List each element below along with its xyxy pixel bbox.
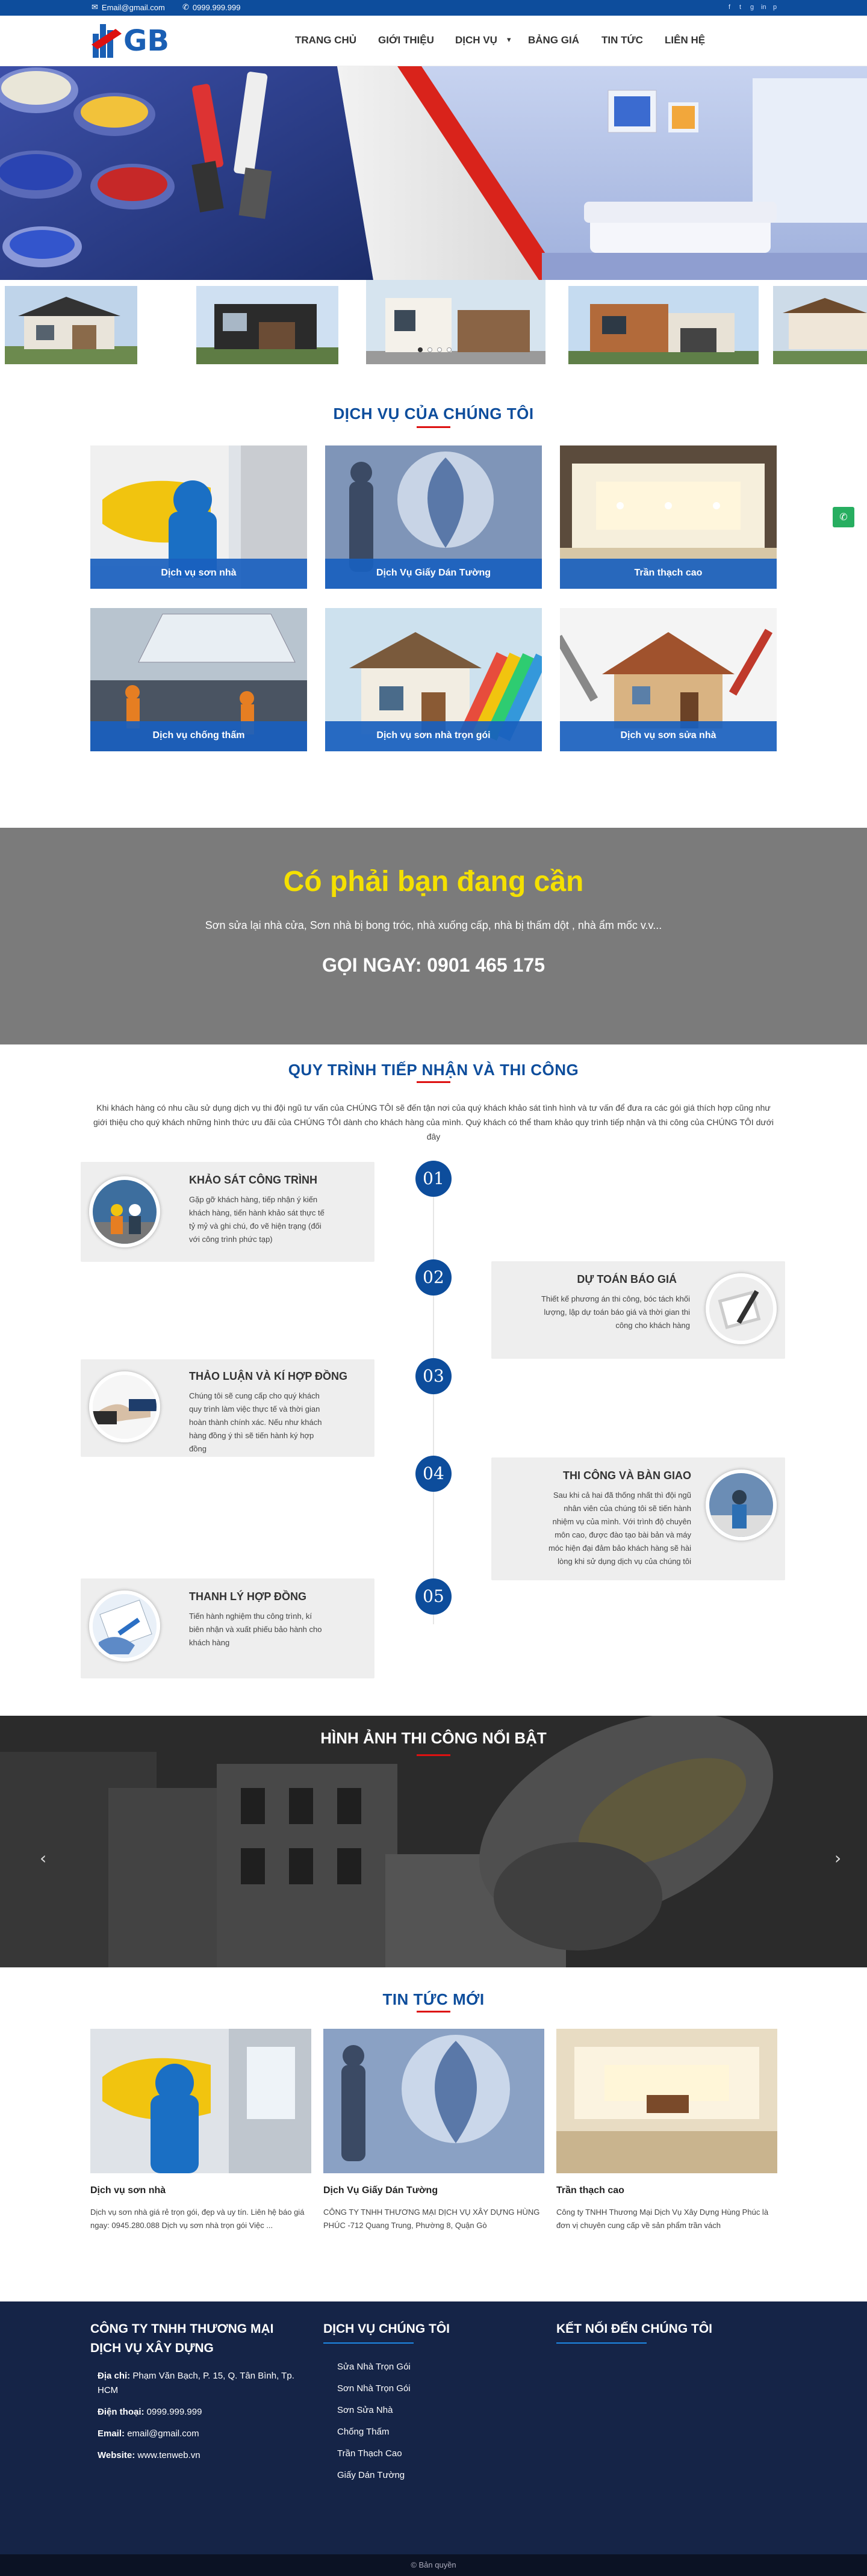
process-intro: Khi khách hàng có nhu cầu sử dụng dịch vụ thi đội ngũ tư vấn của CHÚNG TÔI sẽ đến tận nơi của quý khách khảo sát tình hình và tư vấn để đưa ra các gói giá thích hợp cũng như giới thiệu cho quý khách những hình thức ưu đãi của CHÚNG TÔI dành cho khách hàng của mình. Quý khách có thể tham khảo quy trình tiếp nhận và thi công của CHÚNG TÔI dưới đây (93, 1103, 774, 1141)
slider-dot[interactable] (427, 347, 432, 352)
step-title: THANH LÝ HỢP ĐỒNG (189, 1591, 307, 1603)
google-icon[interactable]: g (750, 4, 754, 11)
step-number: 04 (415, 1456, 452, 1492)
nav-contact[interactable]: LIÊN HỆ (665, 34, 706, 46)
process-step (81, 1162, 374, 1262)
nav-services[interactable]: DỊCH VỤ (455, 34, 497, 46)
house-thumbnails-image (0, 280, 867, 370)
news-item-desc: Dịch vụ sơn nhà giá rẻ trọn gói, đẹp và uy tín. Liên hệ báo giá ngay: 0945.280.088 Dịch vụ sơn nhà trọn gói Việc ... (90, 2208, 305, 2230)
footer-address: Địa chỉ: Phạm Văn Bạch, P. 15, Q. Tân Bình, Tp. HCM (98, 2371, 294, 2395)
cta-section (0, 828, 867, 1044)
nav-home[interactable]: TRANG CHỦ (295, 34, 356, 46)
chevron-left-icon[interactable]: ‹ (40, 1848, 47, 1868)
step-title: DỰ TOÁN BÁO GIÁ (577, 1273, 677, 1285)
service-card[interactable] (560, 608, 777, 751)
slider-dot[interactable] (418, 347, 423, 352)
step-title: THI CÔNG VÀ BÀN GIAO (562, 1470, 691, 1482)
step-number: 01 (415, 1161, 452, 1197)
gallery-section (0, 1716, 867, 1967)
topbar-email[interactable]: ✉ Email@gmail.com (92, 3, 165, 12)
process-step (81, 1359, 374, 1457)
step-desc: Gặp gỡ khách hàng, tiếp nhận ý kiến khách hàng, tiến hành khảo sát thực tế tỷ mỷ và ghi chú, đo vẽ hiện trạng (đối với công trình phức tạp) (189, 1195, 325, 1244)
process-step (81, 1578, 374, 1678)
step-image (89, 1371, 160, 1442)
service-caption: Dịch vụ sơn nhà (90, 559, 307, 589)
step-image (706, 1273, 777, 1344)
step-desc: Tiến hành nghiệm thu công trình, kí biên nhận và xuất phiếu bảo hành cho khách hàng (189, 1612, 322, 1647)
floating-contact-button[interactable] (833, 507, 854, 527)
process-step (491, 1261, 785, 1359)
slider-dot[interactable] (437, 347, 442, 352)
phone-icon: ✆ (182, 3, 189, 12)
footer-service-link[interactable]: Sơn Nhà Trọn Gói (337, 2383, 411, 2394)
pinterest-icon[interactable]: p (773, 4, 777, 11)
process-step (491, 1457, 785, 1580)
gallery-title: HÌNH ẢNH THI CÔNG NỔI BẬT (320, 1729, 547, 1747)
step-image (706, 1470, 777, 1541)
news-item-title[interactable]: Dịch Vụ Giấy Dán Tường (323, 2185, 438, 2196)
service-caption: Dịch Vụ Giấy Dán Tường (325, 559, 542, 589)
footer-company-name: CÔNG TY TNHH THƯƠNG MẠI DỊCH VỤ XÂY DỰNG (90, 2322, 274, 2355)
gallery-background-image (0, 1716, 867, 1967)
step-desc: Chúng tôi sẽ cung cấp cho quý khách quy trình làm việc thực tế và thời gian hoàn thành chính xác. Nếu như khách hàng đồng ý thì sẽ tiến hành ký hợp đồng (189, 1391, 322, 1453)
linkedin-icon[interactable]: in (761, 4, 766, 11)
service-caption: Trần thạch cao (560, 559, 777, 589)
footer-email: Email: email@gmail.com (98, 2429, 199, 2439)
envelope-icon: ✉ (92, 3, 98, 12)
cta-call[interactable]: GỌI NGAY: 0901 465 175 (322, 954, 545, 976)
footer-title-underline (323, 2342, 414, 2344)
hero-image (0, 66, 867, 280)
footer-connect-title: KẾT NỐI ĐẾN CHÚNG TÔI (556, 2322, 713, 2336)
service-card[interactable] (325, 445, 542, 589)
news-item-title[interactable]: Trần thạch cao (556, 2185, 624, 2196)
news-title: TIN TỨC MỚI (382, 1990, 485, 2008)
service-card[interactable] (90, 445, 307, 589)
title-underline (417, 2011, 450, 2013)
facebook-icon[interactable]: f (729, 4, 731, 11)
step-desc: Thiết kế phương án thi công, bóc tách khối lượng, lập dự toán báo giá và thời gian thi công cho khách hàng (541, 1294, 690, 1330)
step-desc: Sau khi cả hai đã thống nhất thì đội ngũ nhân viên của chúng tôi sẽ tiến hành nhiệm vụ của mình. Với trình độ chuyên môn cao, được đào tạo bài bản và máy móc hiện đại đảm bảo khách hàng sẽ hài lòng khi sử dụng dịch vụ của chúng tôi (548, 1491, 691, 1566)
news-image[interactable] (556, 2029, 777, 2173)
news-item-desc: Công ty TNHH Thương Mại Dịch Vụ Xây Dựng Hùng Phúc là đơn vị chuyên cung cấp về sản phẩm trần vách (556, 2208, 769, 2230)
service-card[interactable] (325, 608, 542, 751)
copyright-text: © Bản quyền (411, 2560, 456, 2569)
topbar-phone[interactable]: ✆ 0999.999.999 (182, 3, 241, 12)
footer-website: Website: www.tenweb.vn (98, 2450, 200, 2460)
title-underline (417, 426, 450, 428)
service-caption: Dịch vụ sơn sửa nhà (560, 721, 777, 751)
footer-phone: Điện thoại: 0999.999.999 (98, 2407, 202, 2417)
nav-pricing[interactable]: BẢNG GIÁ (528, 34, 579, 46)
slider-dot[interactable] (447, 347, 452, 352)
news-item-title[interactable]: Dịch vụ sơn nhà (90, 2185, 166, 2196)
hero-banner (0, 66, 867, 280)
service-caption: Dịch vụ sơn nhà trọn gói (325, 721, 542, 751)
chevron-down-icon: ▾ (507, 36, 511, 45)
twitter-icon[interactable]: t (739, 4, 742, 11)
phone-icon: ✆ (839, 511, 848, 523)
nav-news[interactable]: TIN TỨC (601, 34, 643, 46)
footer-services-title: DỊCH VỤ CHÚNG TÔI (323, 2322, 450, 2336)
process-title: QUY TRÌNH TIẾP NHẬN VÀ THI CÔNG (288, 1061, 579, 1079)
step-image (89, 1176, 160, 1247)
news-image[interactable] (323, 2029, 544, 2173)
top-bar (0, 0, 867, 16)
chevron-right-icon[interactable]: › (834, 1848, 842, 1868)
services-title: DỊCH VỤ CỦA CHÚNG TÔI (333, 405, 534, 423)
step-number: 03 (415, 1358, 452, 1394)
footer (0, 2301, 867, 2554)
news-image[interactable] (90, 2029, 311, 2173)
step-title: KHẢO SÁT CÔNG TRÌNH (189, 1174, 317, 1186)
service-card[interactable] (560, 445, 777, 589)
project-thumbnails (0, 280, 867, 370)
logo-text: GB (123, 24, 169, 58)
step-number: 02 (415, 1259, 452, 1296)
step-number: 05 (415, 1578, 452, 1615)
header (0, 16, 867, 66)
service-caption: Dịch vụ chống thấm (90, 721, 307, 751)
footer-service-link[interactable]: Sửa Nhà Trọn Gói (337, 2362, 411, 2372)
step-image (89, 1591, 160, 1662)
footer-service-link[interactable]: Trần Thạch Cao (337, 2448, 402, 2459)
copyright-bar (0, 2554, 867, 2576)
title-underline (417, 1081, 450, 1083)
service-card[interactable] (90, 608, 307, 751)
footer-service-link[interactable]: Giấy Dán Tường (337, 2470, 405, 2480)
step-title: THẢO LUẬN VÀ KÍ HỢP ĐỒNG (189, 1370, 348, 1382)
footer-service-link[interactable]: Chống Thấm (337, 2427, 390, 2437)
cta-text: Sơn sửa lại nhà cửa, Sơn nhà bị bong tróc, nhà xuống cấp, nhà bị thấm dột , nhà ẩm mốc v.v... (205, 919, 662, 931)
title-underline (417, 1754, 450, 1756)
cta-heading: Có phải bạn đang cần (283, 866, 584, 898)
nav-about[interactable]: GIỚI THIỆU (378, 34, 434, 46)
footer-service-link[interactable]: Sơn Sửa Nhà (337, 2405, 393, 2415)
news-item-desc: CÔNG TY TNHH THƯƠNG MẠI DỊCH VỤ XÂY DỰNG HÙNG PHÚC -712 Quang Trung, Phường 8, Quận Gò (323, 2208, 540, 2230)
footer-title-underline (556, 2342, 647, 2344)
